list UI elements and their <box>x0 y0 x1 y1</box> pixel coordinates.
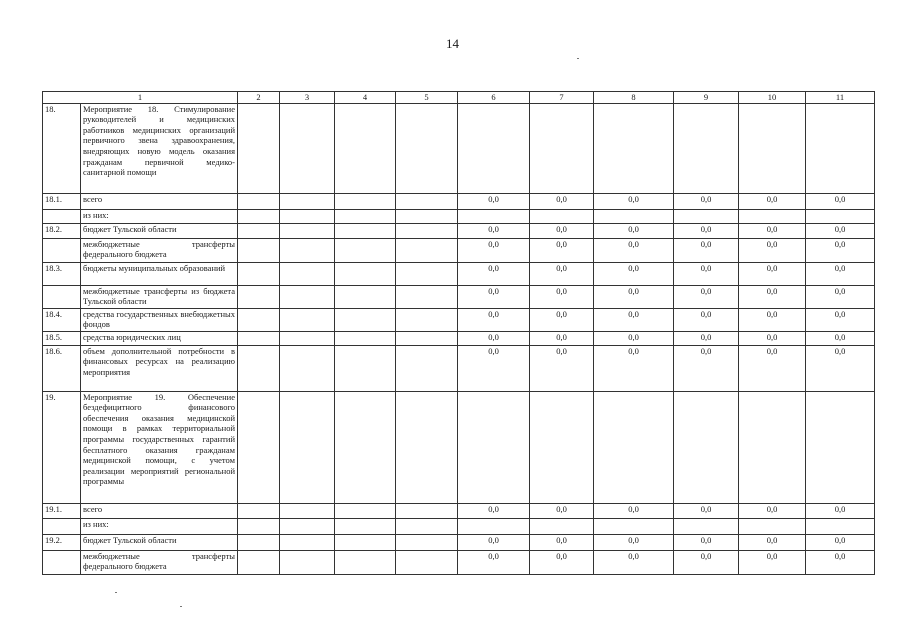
row-description: из них: <box>81 518 238 534</box>
value-cell <box>280 262 335 285</box>
value-cell: 0,0 <box>806 534 875 550</box>
row-number: 18.4. <box>43 308 81 331</box>
value-cell: 0,0 <box>458 331 530 345</box>
value-cell <box>238 331 280 345</box>
value-cell <box>280 238 335 262</box>
row-description: бюджеты муниципальных образований <box>81 262 238 285</box>
column-header: 7 <box>530 92 594 104</box>
table-row <box>43 262 875 285</box>
value-cell: 0,0 <box>674 285 739 308</box>
value-cell: 0,0 <box>674 262 739 285</box>
row-description: всего <box>81 193 238 209</box>
row-description: межбюджетные трансферты из бюджета Тульской области <box>81 285 238 308</box>
value-cell: 0,0 <box>806 503 875 518</box>
value-cell: 0,0 <box>806 308 875 331</box>
scan-speck <box>577 58 579 59</box>
row-number: 19.2. <box>43 534 81 550</box>
row-number: 18.6. <box>43 345 81 391</box>
value-cell: 0,0 <box>806 238 875 262</box>
value-cell <box>280 550 335 574</box>
column-header: 2 <box>238 92 280 104</box>
value-cell: 0,0 <box>530 262 594 285</box>
value-cell <box>594 209 674 223</box>
value-cell <box>335 518 396 534</box>
value-cell: 0,0 <box>674 534 739 550</box>
value-cell: 0,0 <box>458 503 530 518</box>
value-cell <box>238 308 280 331</box>
row-description: межбюджетные трансферты федерального бюджета <box>81 238 238 262</box>
value-cell <box>674 103 739 193</box>
table-row <box>43 345 875 391</box>
value-cell <box>280 103 335 193</box>
table-row <box>43 503 875 518</box>
value-cell <box>280 518 335 534</box>
value-cell <box>280 193 335 209</box>
value-cell <box>238 262 280 285</box>
value-cell: 0,0 <box>739 262 806 285</box>
budget-table <box>42 91 875 575</box>
value-cell <box>739 518 806 534</box>
row-number: 18. <box>43 103 81 193</box>
value-cell <box>238 223 280 238</box>
value-cell <box>335 550 396 574</box>
scan-speck <box>180 606 182 607</box>
value-cell: 0,0 <box>739 345 806 391</box>
value-cell: 0,0 <box>739 550 806 574</box>
value-cell <box>335 391 396 503</box>
column-header: 4 <box>335 92 396 104</box>
value-cell <box>396 345 458 391</box>
value-cell <box>280 331 335 345</box>
value-cell: 0,0 <box>674 238 739 262</box>
row-number <box>43 238 81 262</box>
row-description: объем дополнительной потребности в финансовых ресурсах на реализацию мероприятия <box>81 345 238 391</box>
value-cell <box>458 209 530 223</box>
value-cell: 0,0 <box>739 193 806 209</box>
value-cell <box>238 209 280 223</box>
value-cell: 0,0 <box>458 193 530 209</box>
table-row <box>43 534 875 550</box>
value-cell <box>238 391 280 503</box>
column-header: 1 <box>43 92 238 104</box>
table-row <box>43 550 875 574</box>
row-description: Мероприятие 19. Обеспечение бездефицитного финансового обеспечения оказания медицинской помощи в рамках территориальной программы государственных гарантий бесплатного оказания гражданам медицинской помощи, с учетом реализации мероприятий региональной программы <box>81 391 238 503</box>
value-cell <box>280 209 335 223</box>
column-header: 5 <box>396 92 458 104</box>
row-number: 18.1. <box>43 193 81 209</box>
value-cell <box>806 209 875 223</box>
value-cell: 0,0 <box>674 503 739 518</box>
row-description: бюджет Тульской области <box>81 534 238 550</box>
column-header: 3 <box>280 92 335 104</box>
value-cell: 0,0 <box>594 331 674 345</box>
value-cell: 0,0 <box>739 285 806 308</box>
value-cell: 0,0 <box>674 223 739 238</box>
value-cell: 0,0 <box>530 193 594 209</box>
value-cell: 0,0 <box>458 223 530 238</box>
value-cell <box>530 103 594 193</box>
value-cell <box>238 103 280 193</box>
value-cell: 0,0 <box>739 308 806 331</box>
value-cell <box>674 391 739 503</box>
value-cell <box>280 345 335 391</box>
value-cell <box>739 209 806 223</box>
value-cell <box>674 518 739 534</box>
value-cell <box>335 223 396 238</box>
value-cell: 0,0 <box>530 503 594 518</box>
column-header: 8 <box>594 92 674 104</box>
value-cell <box>530 518 594 534</box>
value-cell: 0,0 <box>458 262 530 285</box>
value-cell: 0,0 <box>594 262 674 285</box>
table-row <box>43 193 875 209</box>
row-description: бюджет Тульской области <box>81 223 238 238</box>
value-cell: 0,0 <box>530 223 594 238</box>
value-cell <box>335 534 396 550</box>
value-cell <box>238 518 280 534</box>
value-cell: 0,0 <box>806 223 875 238</box>
header-row <box>43 92 875 104</box>
value-cell <box>238 550 280 574</box>
page-number: 14 <box>446 36 459 51</box>
value-cell <box>396 209 458 223</box>
value-cell <box>594 391 674 503</box>
table-row <box>43 285 875 308</box>
value-cell <box>280 534 335 550</box>
row-description: из них: <box>81 209 238 223</box>
table-row <box>43 103 875 193</box>
value-cell <box>280 285 335 308</box>
value-cell: 0,0 <box>594 238 674 262</box>
value-cell <box>396 518 458 534</box>
value-cell <box>238 285 280 308</box>
row-number <box>43 550 81 574</box>
value-cell <box>396 193 458 209</box>
value-cell: 0,0 <box>458 534 530 550</box>
value-cell: 0,0 <box>806 550 875 574</box>
value-cell: 0,0 <box>594 534 674 550</box>
value-cell <box>238 238 280 262</box>
value-cell <box>739 103 806 193</box>
value-cell: 0,0 <box>674 331 739 345</box>
value-cell: 0,0 <box>594 345 674 391</box>
value-cell: 0,0 <box>739 238 806 262</box>
value-cell <box>238 345 280 391</box>
value-cell <box>806 103 875 193</box>
value-cell: 0,0 <box>458 238 530 262</box>
value-cell: 0,0 <box>458 345 530 391</box>
value-cell <box>335 308 396 331</box>
value-cell: 0,0 <box>739 223 806 238</box>
row-number: 18.2. <box>43 223 81 238</box>
value-cell: 0,0 <box>806 262 875 285</box>
row-description: межбюджетные трансферты федерального бюджета <box>81 550 238 574</box>
value-cell: 0,0 <box>739 503 806 518</box>
value-cell: 0,0 <box>594 193 674 209</box>
value-cell: 0,0 <box>458 285 530 308</box>
value-cell <box>238 534 280 550</box>
row-number: 18.5. <box>43 331 81 345</box>
value-cell <box>674 209 739 223</box>
value-cell <box>335 238 396 262</box>
value-cell <box>806 391 875 503</box>
value-cell: 0,0 <box>674 308 739 331</box>
value-cell <box>396 223 458 238</box>
table-row <box>43 331 875 345</box>
row-description: средства государственных внебюджетных фондов <box>81 308 238 331</box>
value-cell: 0,0 <box>594 550 674 574</box>
value-cell: 0,0 <box>806 193 875 209</box>
value-cell: 0,0 <box>739 331 806 345</box>
value-cell: 0,0 <box>530 238 594 262</box>
table-row <box>43 238 875 262</box>
value-cell: 0,0 <box>806 285 875 308</box>
value-cell <box>280 308 335 331</box>
table-row <box>43 308 875 331</box>
value-cell <box>280 223 335 238</box>
value-cell <box>530 391 594 503</box>
value-cell <box>335 503 396 518</box>
value-cell: 0,0 <box>594 285 674 308</box>
value-cell <box>396 550 458 574</box>
value-cell <box>396 308 458 331</box>
value-cell: 0,0 <box>674 550 739 574</box>
scan-speck <box>115 592 117 593</box>
value-cell <box>458 103 530 193</box>
value-cell: 0,0 <box>674 193 739 209</box>
row-number <box>43 518 81 534</box>
table-row <box>43 209 875 223</box>
value-cell: 0,0 <box>806 345 875 391</box>
value-cell: 0,0 <box>530 550 594 574</box>
value-cell <box>396 534 458 550</box>
value-cell <box>335 209 396 223</box>
value-cell: 0,0 <box>594 223 674 238</box>
value-cell <box>594 103 674 193</box>
row-number <box>43 209 81 223</box>
value-cell <box>335 193 396 209</box>
value-cell: 0,0 <box>739 534 806 550</box>
value-cell <box>238 193 280 209</box>
row-description: Мероприятие 18. Стимулирование руководителей и медицинских работников медицинских организаций первичного звена здравоохранения, внедряющих новую модель оказания гражданам первичной медико-санитарной помощи <box>81 103 238 193</box>
value-cell <box>238 503 280 518</box>
value-cell: 0,0 <box>530 345 594 391</box>
value-cell <box>280 503 335 518</box>
value-cell <box>396 503 458 518</box>
value-cell <box>280 391 335 503</box>
value-cell <box>530 209 594 223</box>
value-cell: 0,0 <box>806 331 875 345</box>
value-cell: 0,0 <box>458 308 530 331</box>
value-cell <box>335 262 396 285</box>
value-cell: 0,0 <box>530 308 594 331</box>
value-cell <box>458 518 530 534</box>
value-cell: 0,0 <box>594 503 674 518</box>
value-cell <box>396 285 458 308</box>
row-description: всего <box>81 503 238 518</box>
table-row <box>43 518 875 534</box>
row-number: 19.1. <box>43 503 81 518</box>
value-cell <box>335 345 396 391</box>
value-cell <box>335 331 396 345</box>
column-header: 10 <box>739 92 806 104</box>
value-cell: 0,0 <box>530 285 594 308</box>
row-number: 18.3. <box>43 262 81 285</box>
column-header: 11 <box>806 92 875 104</box>
row-number: 19. <box>43 391 81 503</box>
value-cell <box>806 518 875 534</box>
value-cell <box>739 391 806 503</box>
value-cell: 0,0 <box>594 308 674 331</box>
value-cell: 0,0 <box>458 550 530 574</box>
table-row <box>43 391 875 503</box>
value-cell <box>396 262 458 285</box>
column-header: 6 <box>458 92 530 104</box>
value-cell: 0,0 <box>530 331 594 345</box>
value-cell: 0,0 <box>674 345 739 391</box>
row-description: средства юридических лиц <box>81 331 238 345</box>
value-cell <box>335 285 396 308</box>
value-cell <box>396 391 458 503</box>
value-cell: 0,0 <box>530 534 594 550</box>
value-cell <box>594 518 674 534</box>
table-row <box>43 223 875 238</box>
value-cell <box>335 103 396 193</box>
value-cell <box>458 391 530 503</box>
value-cell <box>396 238 458 262</box>
column-header: 9 <box>674 92 739 104</box>
row-number <box>43 285 81 308</box>
value-cell <box>396 331 458 345</box>
value-cell <box>396 103 458 193</box>
